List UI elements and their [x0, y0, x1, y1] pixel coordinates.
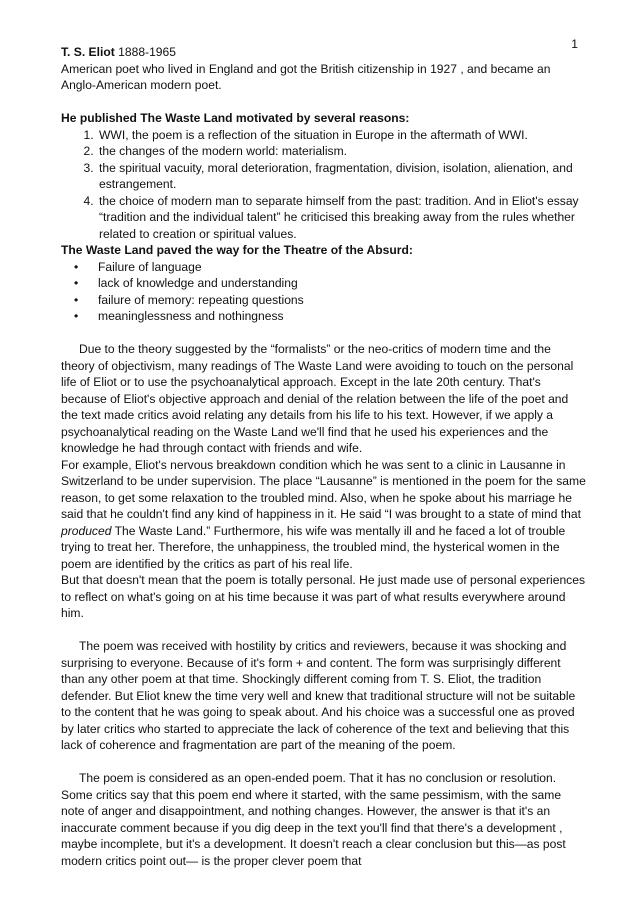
absurd-list-item: • Failure of language	[61, 259, 586, 276]
page-number: 1	[571, 37, 578, 51]
emphasized-word: produced	[61, 523, 112, 538]
document-heading	[61, 44, 586, 61]
body-paragraph-open-ended: The poem is considered as an open-ended poem. That it has no conclusion or resolution. Some critics say that this poem end where it started, with the same pessimism, with the same note of anger and disappointment, and nothing changes. However, the answer is that it's an inaccurate comment because if you dig deep in the text you'll find that there's a development , maybe incomplete, but it's a development. It doesn't reach a clear conclusion but this—as post modern critics point out— is the proper clever poem that	[61, 771, 566, 868]
absurd-list-item: • lack of knowledge and understanding	[61, 275, 586, 292]
reasons-list-item: 1. WWI, the poem is a reflection of the situation in Europe in the aftermath of WWI.	[97, 127, 586, 144]
spacer	[61, 94, 586, 111]
author-name: T. S. Eliot	[61, 45, 115, 59]
absurd-list-item: • failure of memory: repeating questions	[61, 292, 586, 309]
absurd-heading: The Waste Land paved the way for the Theatre of the Absurd:	[61, 243, 413, 257]
spacer	[61, 325, 586, 342]
intro-paragraph: American poet who lived in England and got the British citizenship in 1927 , and became an Anglo-American modern poet.	[61, 61, 551, 92]
reasons-heading: He published The Waste Land motivated by several reasons:	[61, 111, 410, 125]
reasons-list	[61, 127, 586, 243]
absurd-list	[61, 259, 586, 325]
reasons-list-item: 3. the spiritual vacuity, moral deterioration, fragmentation, division, isolation, alienation, and estrangement.	[97, 160, 586, 193]
author-dates: 1888-1965	[118, 45, 176, 59]
body-paragraph-psychoanalytic: Due to the theory suggested by the “formalists” or the neo-critics of modern time and the theory of objectivism, many readings of The Waste Land were avoiding to touch on the personal life of Eliot or to use the psychoanalytical approach. Except in the late 20th century. That's because of Eliot's objective approach and denial of the relation between the life of the poet and the text made critics avoid relating any details from his life to his text. However, if we apply a psychoanalytical reading on the Waste Land we'll find that he used his experiences and the knowledge he had through contact with friends and wife.	[61, 342, 574, 455]
body-paragraph-reception: The poem was received with hostility by critics and reviewers, because it was shocking and surprising to everyone. Because of it's form + and content. The form was surprisingly different than any other poem at that time. Shockingly different coming from T. S. Eliot, the tradition defender. But Eliot knew the time very well and knew that traditional structure will not be suitable to the content that he was going to speak about. And his choice was a successful one as proved by later critics who started to appreciate the lack of coherence of the text and believing that this lack of coherence and fragmentation are part of the meaning of the poem.	[61, 639, 576, 752]
absurd-list-item: • meaninglessness and nothingness	[61, 308, 586, 325]
reasons-list-item: 4. the choice of modern man to separate himself from the past: tradition. And in Eliot's essay “tradition and the individual talent” he criticised this breaking away from the rules whether related to creation or spiritual values.	[97, 193, 586, 243]
spacer	[61, 622, 586, 639]
example-text-start: For example, Eliot's nervous breakdown condition which he was sent to a clinic in Lausanne in Switzerland to be under supervision. The place “Lausanne” is mentioned in the poem for the same reason, to get some relaxation to the troubled mind. Also, when he spoke about his marriage he said that he couldn't find any kind of happiness in it. He said “I was brought to a state of mind that	[61, 457, 586, 521]
example-text-end: The Waste Land.” Furthermore, his wife was mentally ill and he faced a lot of trouble trying to treat her. Therefore, the unhappiness, the troubled mind, the hysterical women in the poem are identified by the critics as part of his real life.	[61, 523, 566, 571]
reasons-list-item: 2. the changes of the modern world: materialism.	[97, 143, 586, 160]
spacer	[61, 754, 586, 771]
body-paragraph-example	[61, 457, 586, 573]
body-paragraph-personal: But that doesn't mean that the poem is totally personal. He just made use of personal experiences to reflect on what's going on at his time because it was part of what results everywhere around him.	[61, 573, 585, 620]
